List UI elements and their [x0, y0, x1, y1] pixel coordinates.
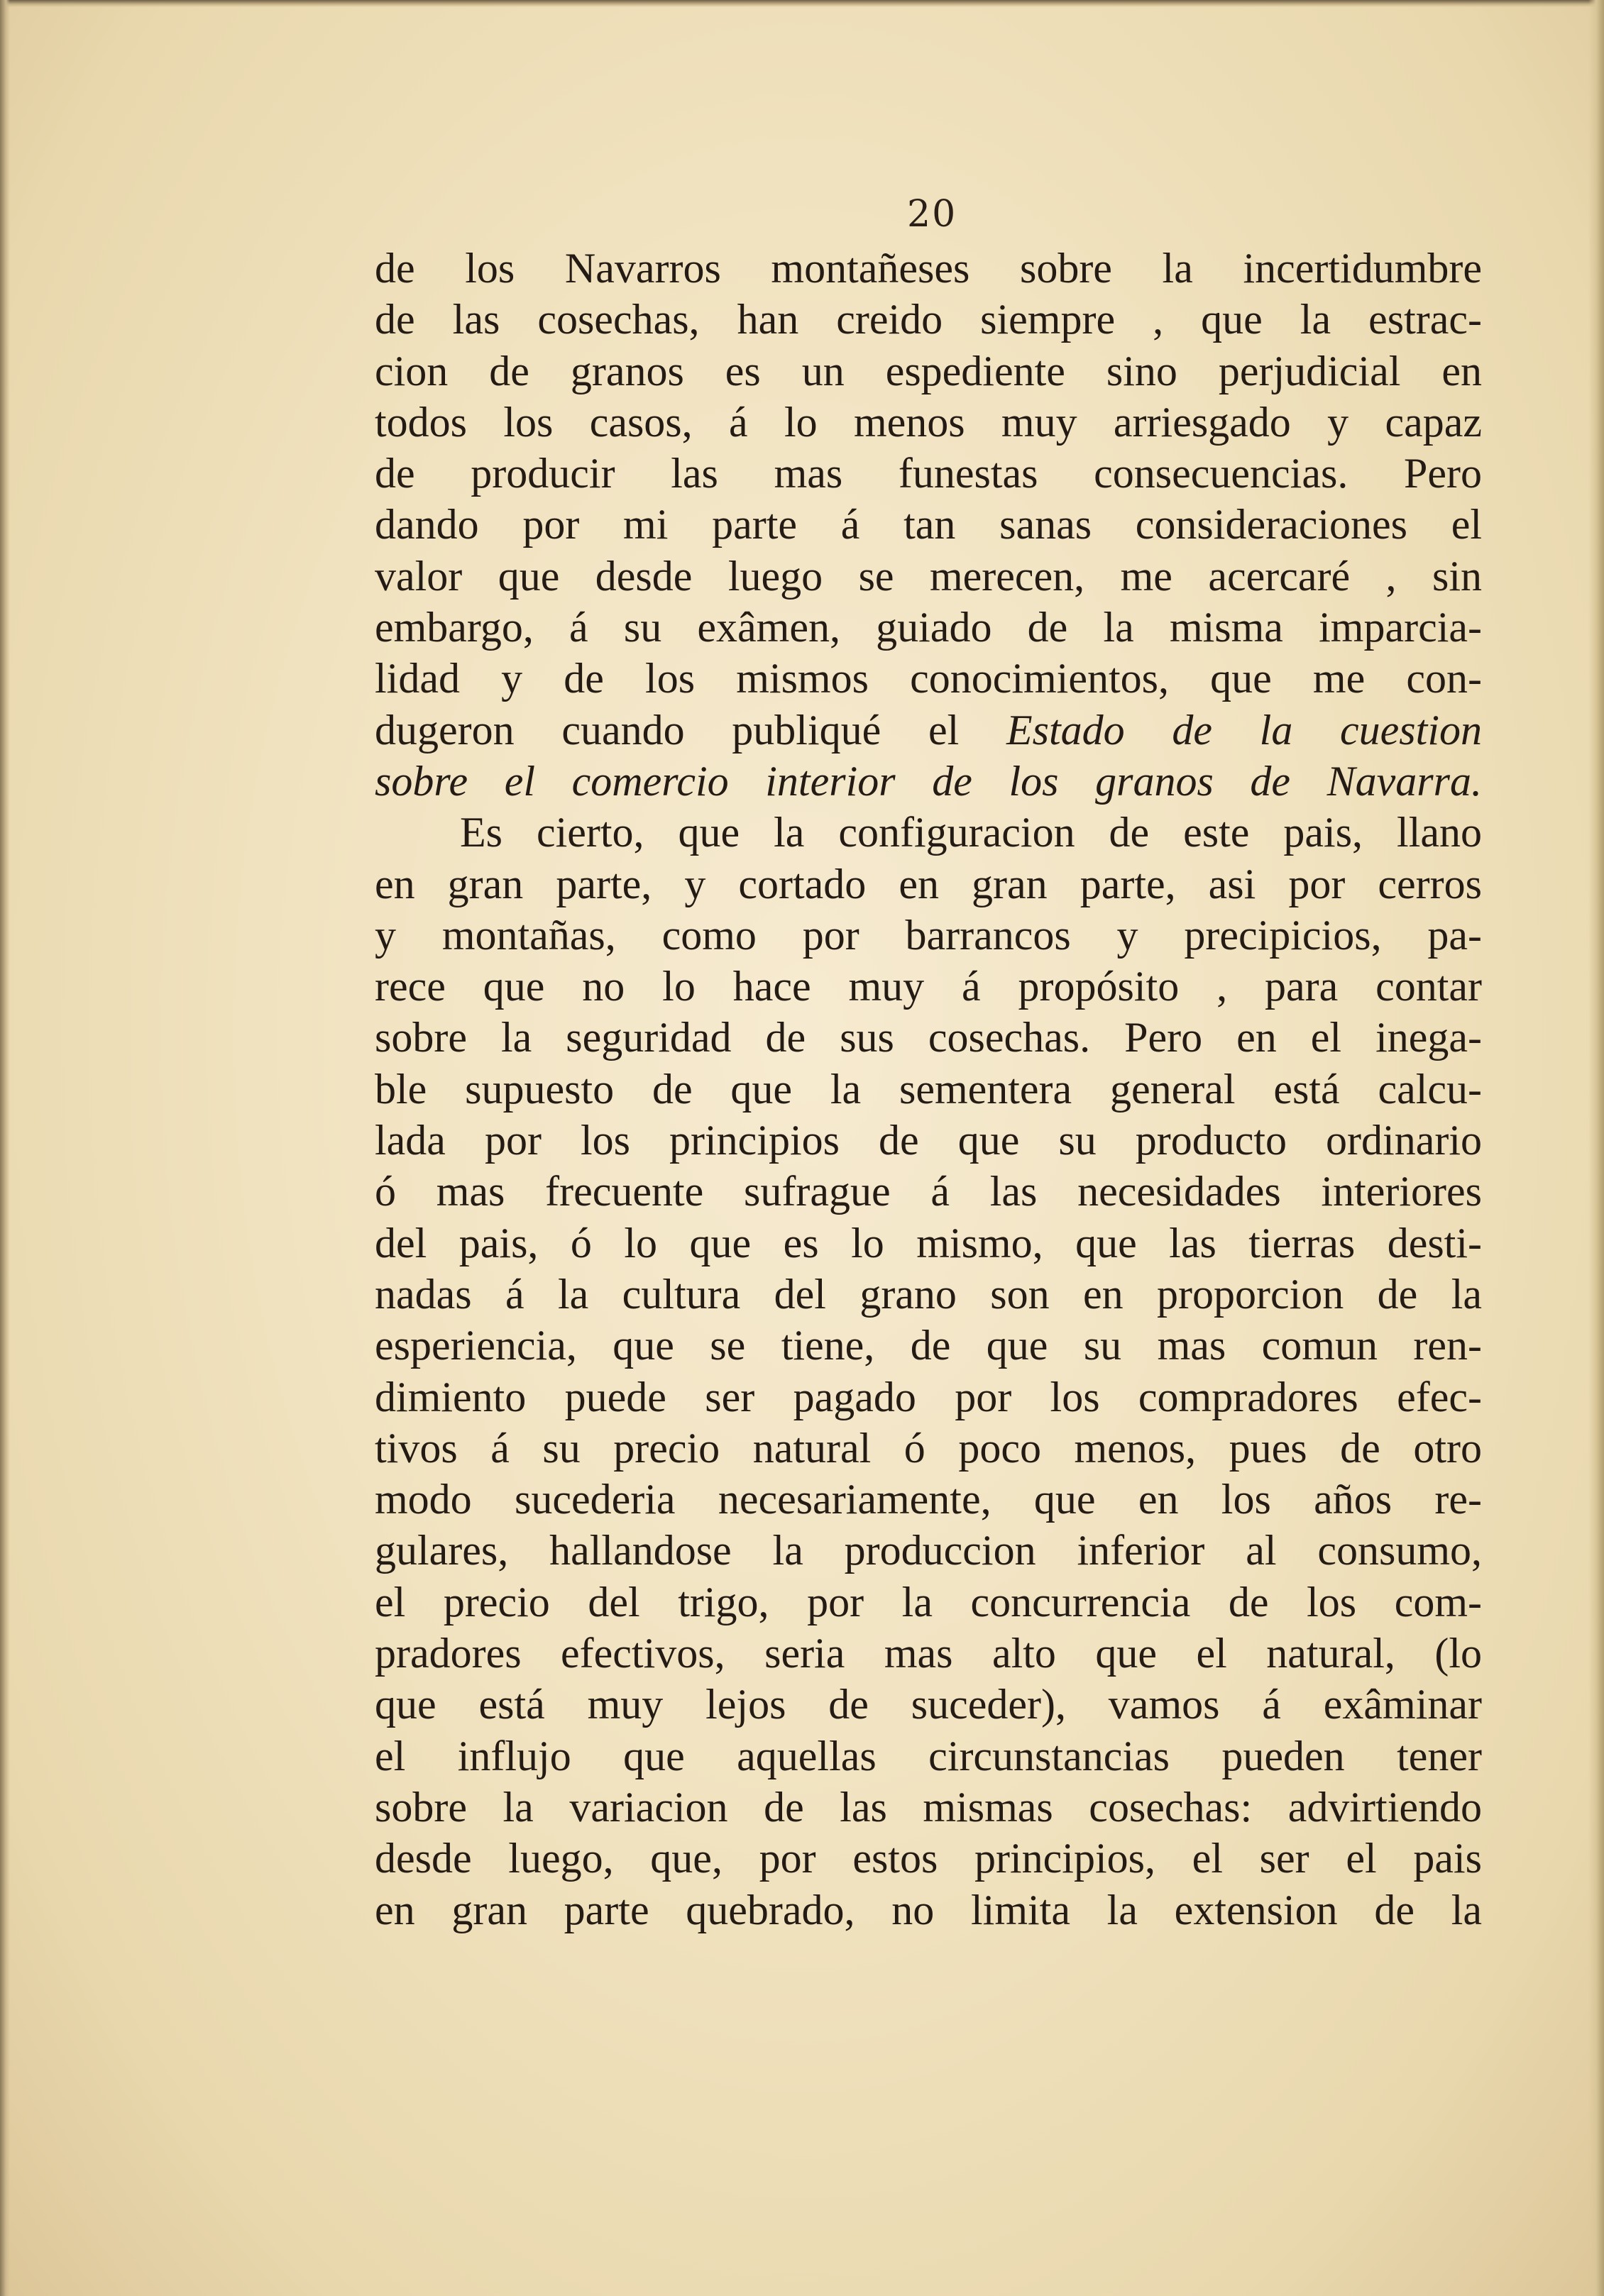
text-line-roman: gulares, hallandose la produccion inferior al consumo, [375, 1527, 1482, 1574]
text-line-roman: de las cosechas, han creido siempre , que la estrac- [375, 296, 1482, 343]
text-line [375, 1423, 1482, 1474]
page-right-edge [1588, 0, 1604, 2296]
text-line [375, 859, 1482, 910]
text-line-roman: el precio del trigo, por la concurrencia de los com- [375, 1578, 1482, 1626]
body-text [375, 243, 1482, 1936]
page-left-edge [0, 0, 10, 2296]
text-line [375, 756, 1482, 807]
text-line [375, 1166, 1482, 1217]
text-line [375, 346, 1482, 397]
text-line [375, 1525, 1482, 1576]
text-line [375, 1884, 1482, 1936]
text-line [375, 1628, 1482, 1679]
text-line-roman: lada por los principios de que su producto ordinario [375, 1117, 1482, 1164]
text-line-roman: de los Navarros montañeses sobre la incertidumbre [375, 245, 1482, 292]
text-line [375, 499, 1482, 550]
text-line [375, 1833, 1482, 1884]
text-line [375, 602, 1482, 653]
text-line-italic: Estado de la cuestion [1006, 706, 1482, 754]
text-line [375, 1218, 1482, 1269]
text-line [375, 1320, 1482, 1371]
text-line-roman: nadas á la cultura del grano son en proporcion de la [375, 1270, 1482, 1318]
text-line-italic: sobre el comercio interior de los granos de Navarra. [375, 757, 1482, 805]
text-line-roman: sobre la seguridad de sus cosechas. Pero en el inega- [375, 1014, 1482, 1061]
text-line-roman: de producir las mas funestas consecuencias. Pero [375, 450, 1482, 497]
text-line [375, 1012, 1482, 1063]
text-line-roman: en gran parte, y cortado en gran parte, asi por cerros [375, 860, 1482, 907]
text-line [375, 448, 1482, 499]
page-number: 20 [907, 193, 957, 236]
text-line [375, 1115, 1482, 1166]
text-line [375, 961, 1482, 1012]
text-line-roman: modo sucederia necesariamente, que en los años re- [375, 1476, 1482, 1523]
text-line [375, 807, 1482, 858]
text-line [375, 1474, 1482, 1525]
text-line [375, 294, 1482, 345]
text-line [375, 910, 1482, 961]
text-line [375, 551, 1482, 602]
text-line-roman: lidad y de los mismos conocimientos, que me con- [375, 655, 1482, 702]
text-line-roman: el influjo que aquellas circunstancias pueden tener [375, 1732, 1482, 1779]
text-line-roman: en gran parte quebrado, no limita la extension de la [375, 1886, 1482, 1933]
text-line [375, 1679, 1482, 1730]
text-line [375, 705, 1482, 756]
text-line-roman: dugeron cuando publiqué el [375, 706, 1006, 754]
text-line-roman: embargo, á su exâmen, guiado de la misma imparcia- [375, 604, 1482, 651]
text-line-roman: esperiencia, que se tiene, de que su mas comun ren- [375, 1322, 1482, 1369]
text-line-roman: dando por mi parte á tan sanas consideraciones el [375, 501, 1482, 548]
text-line-roman: dimiento puede ser pagado por los compradores efec- [375, 1373, 1482, 1420]
text-line-roman: valor que desde luego se merecen, me acercaré , sin [375, 552, 1482, 600]
text-line [375, 1269, 1482, 1320]
text-line-roman: del pais, ó lo que es lo mismo, que las tierras desti- [375, 1219, 1482, 1266]
page-top-edge [0, 0, 1604, 7]
text-line [375, 397, 1482, 448]
text-line-roman: y montañas, como por barrancos y precipicios, pa- [375, 911, 1482, 959]
text-line [375, 243, 1482, 294]
text-line-roman: rece que no lo hace muy á propósito , para contar [375, 963, 1482, 1010]
text-line-roman: cion de granos es un espediente sino perjudicial en [375, 347, 1482, 394]
text-line-roman: sobre la variacion de las mismas cosechas: advirtiendo [375, 1783, 1482, 1831]
text-line [375, 1577, 1482, 1628]
text-line [375, 653, 1482, 704]
text-line [375, 1371, 1482, 1423]
text-line-roman: todos los casos, á lo menos muy arriesgado y capaz [375, 398, 1482, 446]
text-line-roman: desde luego, que, por estos principios, el ser el pais [375, 1835, 1482, 1882]
text-line [375, 1731, 1482, 1782]
text-line-roman: ó mas frecuente sufrague á las necesidades interiores [375, 1168, 1482, 1215]
text-line-roman: que está muy lejos de suceder), vamos á exâminar [375, 1681, 1482, 1728]
text-line-roman: tivos á su precio natural ó poco menos, pues de otro [375, 1424, 1482, 1472]
text-line [375, 1064, 1482, 1115]
text-line-roman: Es cierto, que la configuracion de este pais, llano [460, 809, 1482, 856]
text-line [375, 1782, 1482, 1833]
text-line-roman: pradores efectivos, seria mas alto que el natural, (lo [375, 1630, 1482, 1677]
text-line-roman: ble supuesto de que la sementera general está calcu- [375, 1065, 1482, 1113]
